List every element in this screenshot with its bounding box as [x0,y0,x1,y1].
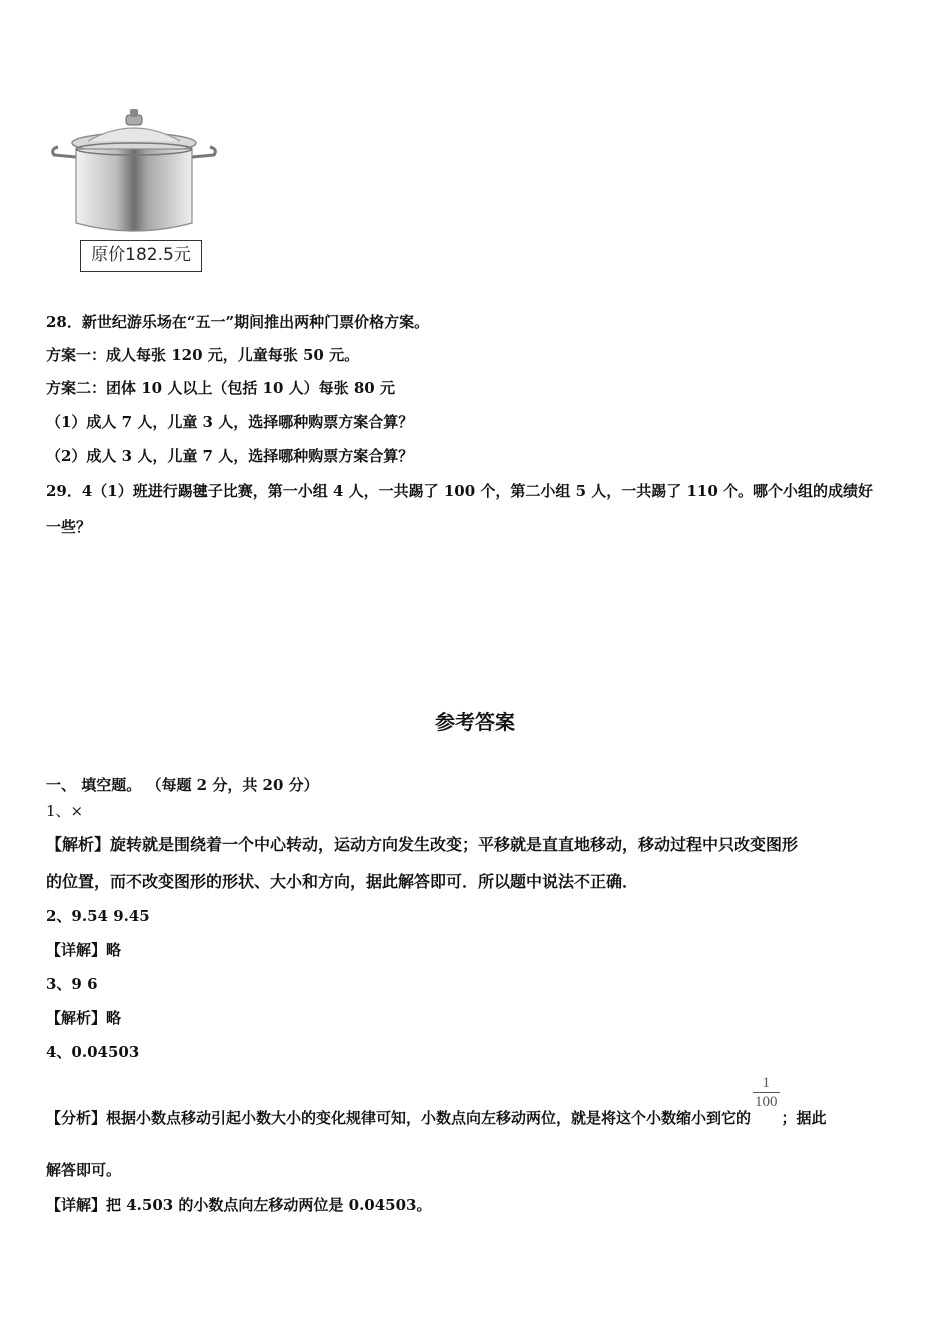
answers-title: 参考答案 [435,710,515,734]
answer-2-detail: 【详解】略 [46,941,122,959]
fraction-denominator: 100 [755,1094,778,1110]
answer-1-explanation-line-1: 【解析】旋转就是围绕着一个中心转动，运动方向发生改变；平移就是直直地移动，移动过程中只改变图形 [46,835,799,854]
fraction-one-hundredth [753,1074,780,1111]
answer-1: 1、× [46,802,84,820]
question-29-line-1: 29．4（1）班进行踢毽子比赛，第一小组 4 人，一共踢了 100 个，第二小组 5 人，一共踢了 110 个。哪个小组的成绩好 [46,482,874,500]
question-29-line-2: 一些？ [46,518,92,536]
question-28-plan-1: 方案一：成人每张 120 元，儿童每张 50 元。 [46,346,360,364]
answer-3: 3、9 6 [46,975,98,993]
answer-4-analysis [46,1075,827,1127]
pot-image [48,105,220,245]
answer-4: 4、0.04503 [46,1043,140,1061]
answer-1-explanation-line-2: 的位置，而不改变图形的形状、大小和方向，据此解答即可．所以题中说法不正确． [46,872,639,891]
question-28-sub-2: （2）成人 3 人，儿童 7 人，选择哪种购票方案合算？ [46,447,414,465]
answer-4-analysis-tail: ；据此 [781,1108,827,1127]
answer-4-detail: 【详解】把 4.503 的小数点向左移动两位是 0.04503。 [46,1196,432,1214]
answer-4-analysis-line-2: 解答即可。 [46,1161,122,1179]
answer-3-explanation: 【解析】略 [46,1009,122,1027]
price-label-box: 原价182.5元 [80,240,202,272]
answers-section-header: 一、 填空题。 （每题 2 分，共 20 分） [46,776,319,794]
question-28-stem: 28．新世纪游乐场在“五一”期间推出两种门票价格方案。 [46,313,430,331]
question-28-sub-1: （1）成人 7 人，儿童 3 人，选择哪种购票方案合算？ [46,413,414,431]
question-28-plan-2: 方案二：团体 10 人以上（包括 10 人）每张 80 元 [46,379,395,397]
answer-2: 2、9.54 9.45 [46,907,150,925]
answer-4-analysis-text: 【分析】根据小数点移动引起小数大小的变化规律可知，小数点向左移动两位，就是将这个小数缩小到它的 [46,1108,752,1127]
fraction-numerator: 1 [753,1074,780,1093]
